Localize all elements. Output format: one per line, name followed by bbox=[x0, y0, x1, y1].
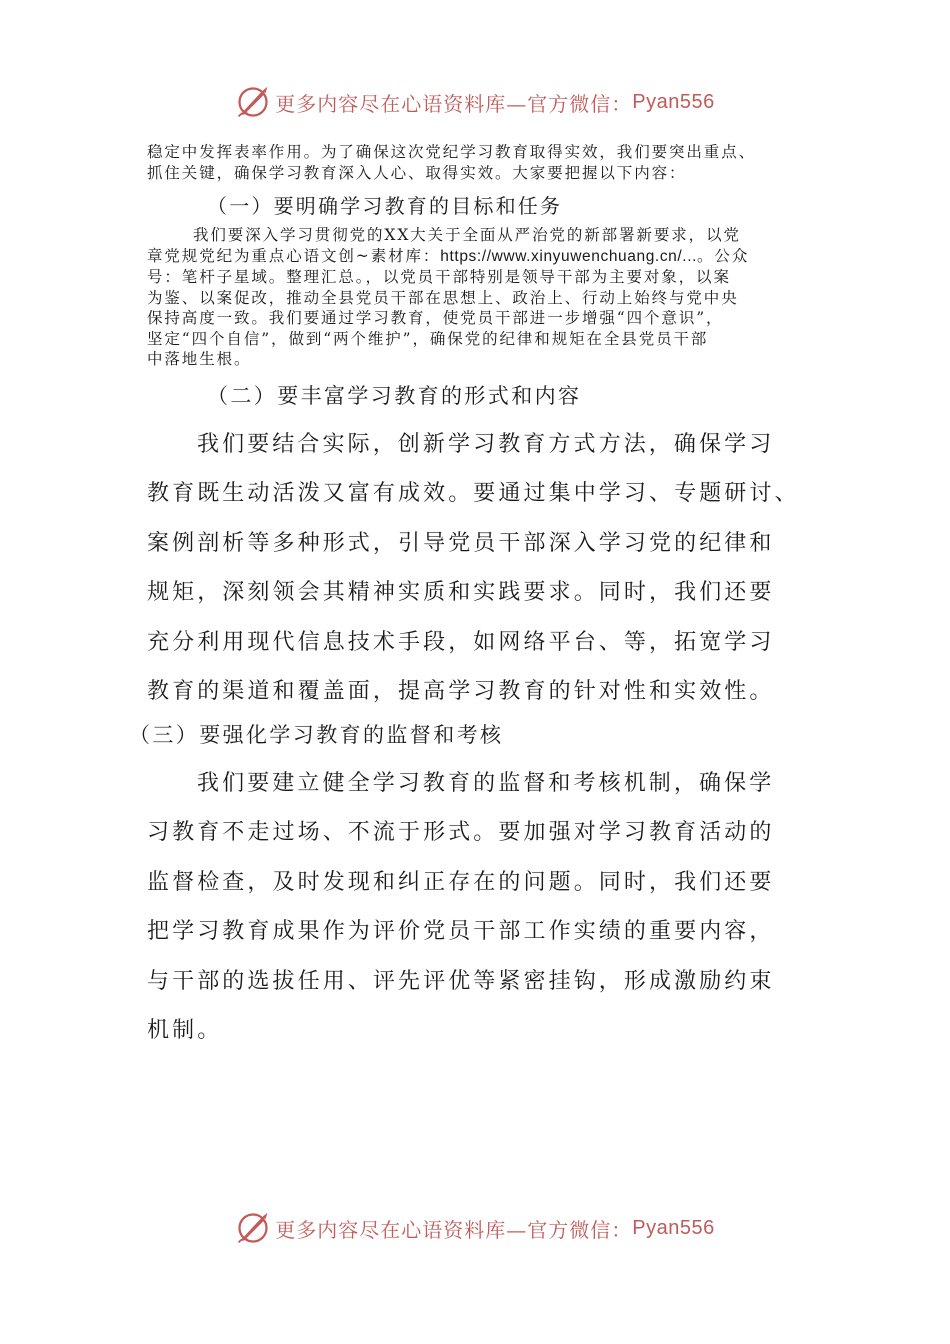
paragraph-line: 章党规党纪为重点心语文创~素材库： bbox=[147, 246, 441, 265]
paragraph-line: 案例剖析等多种形式，引导党员干部深入学习党的纪律和 bbox=[147, 530, 775, 556]
intro-line: 稳定中发挥表率作用。为了确保这次党纪学习教育取得实效，我们要突出重点、 bbox=[147, 143, 757, 161]
paragraph-line: 我们要深入学习贯彻党的XX大关于全面从严治党的新部署新要求，以党 bbox=[193, 226, 741, 244]
paragraph-line: 教育既生动活泼又富有成效。要通过集中学习、专题研讨、 bbox=[147, 481, 800, 506]
paragraph-line: 。公众 bbox=[697, 246, 750, 265]
paragraph-line: 监督检查，及时发现和纠正存在的问题。同时，我们还要 bbox=[147, 869, 775, 895]
section1-paragraph bbox=[147, 225, 812, 370]
section3-paragraph bbox=[147, 759, 812, 1056]
quill-pen-logo-icon bbox=[235, 1210, 271, 1246]
source-url: https://www.xinyuwenchuang.cn/... bbox=[440, 247, 698, 265]
header-banner bbox=[0, 82, 950, 122]
paragraph-line: 为鉴、以案促改，推动全县党员干部在思想上、政治上、行动上始终与党中央 bbox=[147, 288, 739, 307]
paragraph-line: 号：笔杆子星域。整理汇总。，以党员干部特别是领导干部为主要对象，以案 bbox=[147, 268, 731, 286]
paragraph-line: 坚定“四个自信”，做到“两个维护”，确保党的纪律和规矩在全县党员干部 bbox=[147, 329, 709, 348]
paragraph-line: 保持高度一致。我们要通过学习教育，使党员干部进一步增强“四个意识”， bbox=[147, 309, 724, 327]
paragraph-line: 习教育不走过场、不流于形式。要加强对学习教育活动的 bbox=[147, 820, 775, 845]
paragraph-line: 我们要建立健全学习教育的监督和考核机制，确保学 bbox=[197, 770, 775, 796]
intro-paragraph bbox=[147, 142, 812, 183]
section3-heading: （三）要强化学习教育的监督和考核 bbox=[129, 722, 504, 747]
banner-wechat-id: Pyan556 bbox=[632, 90, 715, 113]
intro-line: 抓住关键，确保学习教育深入人心、取得实效。大家要把握以下内容： bbox=[147, 163, 687, 182]
paragraph-line: 我们要结合实际，创新学习教育方式方法，确保学习 bbox=[197, 431, 775, 457]
banner-text: 更多内容尽在心语资料库—官方微信： bbox=[275, 1217, 633, 1242]
paragraph-line: 规矩，深刻领会其精神实质和实践要求。同时，我们还要 bbox=[147, 580, 775, 605]
section2-paragraph bbox=[147, 420, 812, 717]
footer-banner bbox=[0, 1208, 950, 1248]
paragraph-line: 教育的渠道和覆盖面，提高学习教育的针对性和实效性。 bbox=[147, 679, 775, 704]
banner-wechat-id: Pyan556 bbox=[632, 1216, 715, 1239]
banner-text: 更多内容尽在心语资料库—官方微信： bbox=[275, 91, 633, 116]
paragraph-line: 充分利用现代信息技术手段，如网络平台、等，拓宽学习 bbox=[147, 629, 775, 655]
paragraph-line: 机制。 bbox=[147, 1018, 223, 1043]
paragraph-line: 中落地生根。 bbox=[147, 350, 252, 368]
section1-heading: （一）要明确学习教育的目标和任务 bbox=[207, 194, 563, 218]
paragraph-line: 把学习教育成果作为评价党员干部工作实绩的重要内容， bbox=[147, 919, 775, 944]
paragraph-line: 与干部的选拔任用、评先评优等紧密挂钩，形成激励约束 bbox=[147, 968, 775, 994]
section2-heading: （二）要丰富学习教育的形式和内容 bbox=[207, 383, 582, 408]
quill-pen-logo-icon bbox=[235, 84, 271, 120]
document-body bbox=[129, 142, 812, 1056]
